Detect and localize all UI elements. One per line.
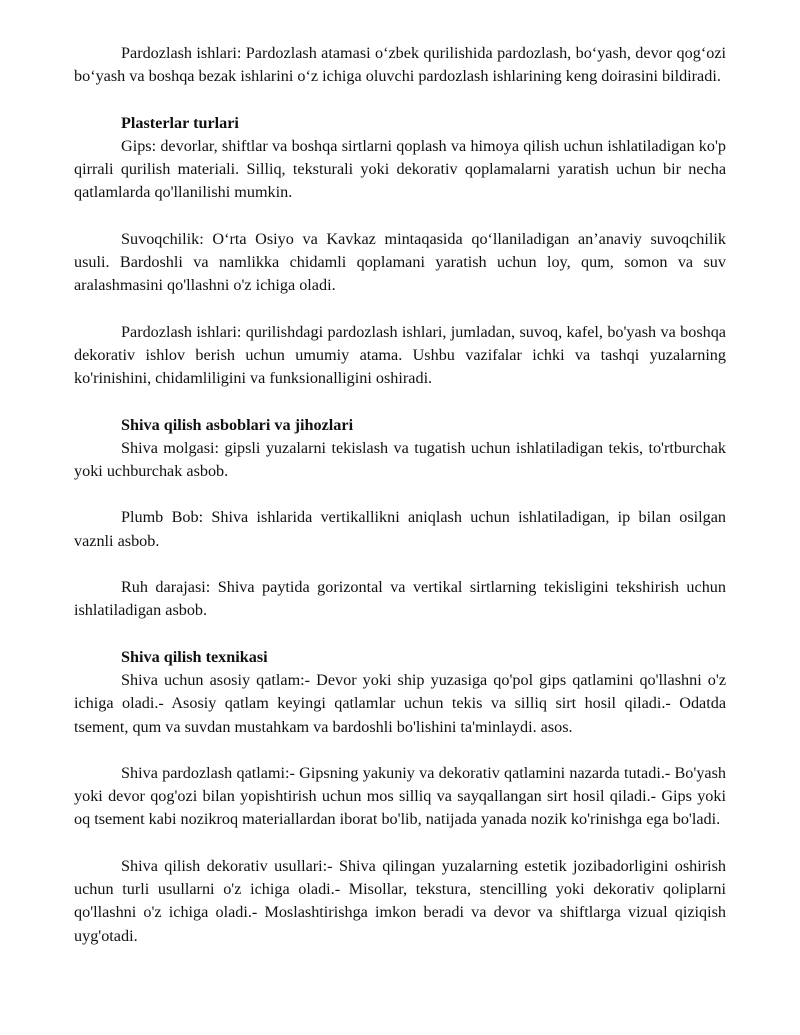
- paragraph-finish-coat: Shiva pardozlash qatlami:- Gipsning yakuniy va dekorativ qatlamini nazarda tutadi.- Bo'yash yoki devor qog'ozi bilan yopishtirish uchun mos silliq va sayqallangan sirt hosil qiladi.- Gips yoki oq tsement kabi nozikroq materiallardan iborat bo'lib, natijada yanada nozik ko'rinishga ega bo'ladi.: [74, 763, 726, 829]
- heading-technique: Shiva qilish texnikasi: [121, 647, 268, 666]
- paragraph-shiva-molgasi: Shiva molgasi: gipsli yuzalarni tekislash va tugatish uchun ishlatiladigan tekis, to'rtburchak yoki uchburchak asbob.: [74, 438, 726, 481]
- paragraph-base-coat: Shiva uchun asosiy qatlam:- Devor yoki ship yuzasiga qo'pol gips qatlamini qo'llashni o'z ichiga oladi.- Asosiy qatlam keyingi qatlamlar uchun tekis va silliq sirt hosil qiladi.- Odatda tsement, qum va suvdan mustahkam va bardoshli bo'lishini ta'minlaydi. asos.: [74, 670, 726, 736]
- paragraph-pardozlash: Pardozlash ishlari: qurilishdagi pardozlash ishlari, jumladan, suvoq, kafel, bo'yash va boshqa dekorativ ishlov berish uchun umumiy atama. Ushbu vazifalar ichki va tashqi yuzalarning ko'rinishini, chidamliligini va funksionalligini oshiradi.: [74, 322, 726, 388]
- heading-plaster-types: Plasterlar turlari: [121, 113, 239, 132]
- intro-paragraph: Pardozlash ishlari: Pardozlash atamasi o‘zbek qurilishida pardozlash, bo‘yash, devor qog‘ozi bo‘yash va boshqa bezak ishlarini o‘z ichiga oluvchi pardozlash ishlarining keng doirasini bildiradi.: [74, 44, 726, 86]
- paragraph-ruh-darajasi: Ruh darajasi: Shiva paytida gorizontal va vertikal sirtlarning tekisligini tekshirish uchun ishlatiladigan asbob.: [74, 578, 726, 620]
- paragraph-plumb-bob: Plumb Bob: Shiva ishlarida vertikallikni aniqlash uchun ishlatiladigan, ip bilan osilgan vaznli asbob.: [74, 508, 726, 550]
- heading-tools: Shiva qilish asboblari va jihozlari: [121, 415, 354, 434]
- paragraph-gips: Gips: devorlar, shiftlar va boshqa sirtlarni qoplash va himoya qilish uchun ishlatiladigan ko'p qirrali qurilish materiali. Silliq, teksturali yoki dekorativ qoplamalarni yaratish uchun bir necha qatlamlarda qo'llanilishi mumkin.: [74, 136, 726, 202]
- document-page: [74, 42, 726, 948]
- paragraph-suvoqchilik: Suvoqchilik: O‘rta Osiyo va Kavkaz mintaqasida qo‘llaniladigan an’anaviy suvoqchilik usuli. Bardoshli va namlikka chidamli qoplamani yaratish uchun loy, qum, somon va suv aralashmasini qo'llashni o'z ichiga oladi.: [74, 229, 726, 295]
- paragraph-decorative-methods: Shiva qilish dekorativ usullari:- Shiva qilingan yuzalarning estetik jozibadorligini oshirish uchun turli usullarni o'z ichiga oladi.- Misollar, tekstura, stencilling yoki dekorativ qoliplarni qo'llashni o'z ichiga oladi.- Moslashtirishga imkon beradi va devor va shiftlarga vizual qiziqish uyg'otadi.: [74, 856, 726, 945]
